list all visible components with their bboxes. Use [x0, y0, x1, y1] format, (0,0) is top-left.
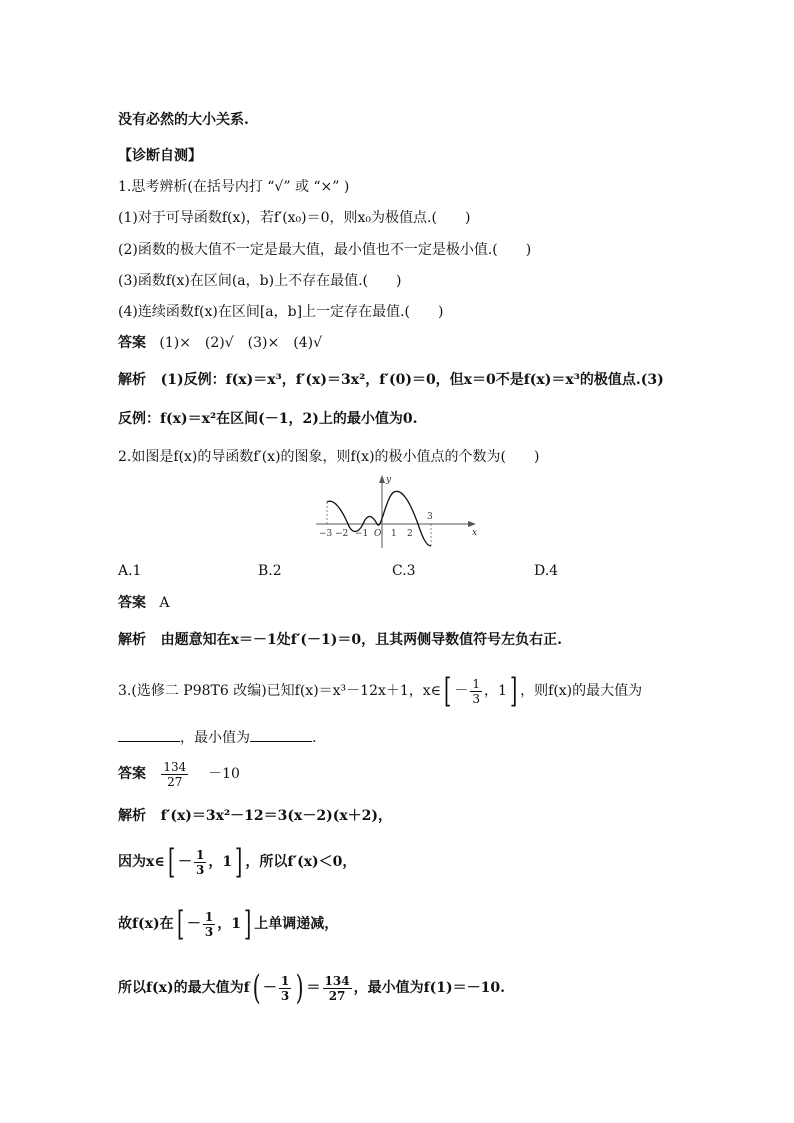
- answer-text: A: [159, 595, 170, 611]
- right-paren: ): [295, 968, 304, 1008]
- tick-label-neg1: −1: [355, 529, 369, 539]
- right-bracket: ]: [509, 671, 518, 711]
- section-title: 【诊断自测】: [118, 148, 202, 164]
- q3-stem: [118, 673, 642, 709]
- analysis-text: (1)反例：f(x)＝x³，f′(x)＝3x²，f′(0)＝0，但x＝0不是f(x)＝x³的极值点.(3): [160, 372, 664, 388]
- minus-sign: －: [186, 916, 201, 932]
- origin-label: O: [374, 529, 382, 539]
- q2-answer: [118, 593, 169, 613]
- q2-options: [118, 561, 678, 581]
- analysis-4-pre: 所以f(x)的最大值为f: [118, 980, 250, 996]
- minus-sign: －: [262, 980, 277, 996]
- analysis-2-post: ，所以f′(x)＜0，: [245, 854, 357, 870]
- option-d[interactable]: D.4: [534, 563, 559, 579]
- q2-analysis: [118, 630, 562, 650]
- left-bracket: [: [444, 671, 452, 711]
- fraction-numerator: 134: [163, 759, 187, 774]
- answer-fraction: [161, 760, 188, 789]
- tick-label-neg2: −2: [335, 529, 349, 539]
- answer-label: 答案: [118, 595, 146, 611]
- answer-blank-max[interactable]: [118, 727, 180, 742]
- answer-second: －10: [208, 766, 240, 782]
- q2-title: 2.如图是f(x)的导函数f′(x)的图象，则f(x)的极小值点的个数为( ): [118, 449, 540, 465]
- fraction-denominator: 3: [195, 862, 205, 877]
- left-bracket: [: [167, 842, 175, 882]
- q1-item-1: (1)对于可导函数f(x)，若f′(x₀)＝0，则x₀为极值点.( ): [118, 210, 471, 226]
- q3-blanks: [118, 727, 316, 748]
- option-b[interactable]: B.2: [258, 563, 282, 579]
- q3-analysis-4: [118, 966, 505, 1010]
- analysis-3-pre: 故f(x)在: [118, 916, 174, 932]
- q3-prefix: 3.(选修二 P98T6 改编)已知f(x)＝x³－12x＋1，x∈: [118, 683, 442, 699]
- fraction-numerator: 1: [204, 909, 214, 924]
- result-fraction: [323, 974, 352, 1003]
- fraction-one-third: [279, 974, 291, 1003]
- q1-item-2: (2)函数的极大值不一定是最大值，最小值也不一定是极小值.( ): [118, 242, 532, 258]
- interval-right: ，1: [208, 854, 233, 870]
- q3-analysis-2: [118, 842, 356, 882]
- q1-analysis-line-2: 反例：f(x)＝x²在区间(－1，2)上的最小值为0.: [118, 411, 418, 427]
- q3-suffix: ，则f(x)的最大值为: [520, 683, 643, 699]
- fraction-denominator: 27: [328, 988, 346, 1003]
- analysis-2-pre: 因为x∈: [118, 854, 165, 870]
- fraction-denominator: 3: [280, 988, 290, 1003]
- left-paren: (: [252, 968, 261, 1008]
- fraction-numerator: 1: [472, 676, 480, 691]
- option-a[interactable]: A.1: [118, 563, 142, 579]
- analysis-text: 由题意知在x＝－1处f′(－1)＝0，且其两侧导数值符号左负右正.: [160, 632, 563, 648]
- left-bracket: [: [176, 904, 184, 944]
- q1-item-3: (3)函数f(x)在区间(a，b)上不存在最值.( ): [118, 273, 402, 289]
- minus-sign: －: [454, 683, 469, 699]
- fraction-one-third: [203, 910, 215, 939]
- q1-title: 1.思考辨析(在括号内打 “√” 或 “×” ): [118, 179, 350, 195]
- minus-sign: －: [177, 854, 192, 870]
- equals-sign: ＝: [306, 980, 321, 996]
- q3-line2-end: .: [312, 730, 317, 746]
- option-c[interactable]: C.3: [392, 563, 416, 579]
- right-bracket: ]: [243, 904, 252, 944]
- fraction-numerator: 1: [195, 847, 205, 862]
- derivative-graph: [314, 472, 484, 550]
- analysis-3-post: 上单调递减，: [254, 916, 339, 932]
- q1-answer: [118, 333, 322, 353]
- fraction-one-third: [470, 677, 482, 706]
- analysis-text: f′(x)＝3x²－12＝3(x－2)(x＋2)，: [160, 808, 393, 824]
- fraction-denominator: 27: [167, 774, 183, 789]
- y-axis-label: y: [386, 475, 392, 485]
- q1-analysis-line-1: [118, 370, 664, 390]
- interval-right: ，1: [483, 683, 507, 699]
- analysis-label: 解析: [118, 632, 146, 648]
- q3-line2-mid: ，最小值为: [180, 730, 250, 746]
- analysis-4-post: ，最小值为f(1)＝－10.: [353, 980, 505, 996]
- fraction-numerator: 1: [280, 973, 290, 988]
- analysis-label: 解析: [118, 372, 146, 388]
- q1-item-4: (4)连续函数f(x)在区间[a，b]上一定存在最值.( ): [118, 304, 444, 320]
- fraction-denominator: 3: [472, 691, 480, 706]
- right-bracket: ]: [235, 842, 243, 882]
- answer-label: 答案: [118, 766, 146, 782]
- answer-text: (1)× (2)√ (3)× (4)√: [159, 335, 322, 351]
- q3-answer: [118, 754, 240, 794]
- fraction-numerator: 134: [324, 973, 350, 988]
- y-axis-arrow: [379, 475, 385, 483]
- q3-analysis-3: [118, 904, 338, 944]
- tick-label-2: 2: [407, 529, 413, 539]
- answer-label: 答案: [118, 335, 146, 351]
- tick-label-1: 1: [391, 529, 397, 539]
- fraction-denominator: 3: [204, 924, 214, 939]
- fraction-one-third: [194, 848, 206, 877]
- q3-analysis-1: [118, 806, 392, 826]
- tick-label-neg3: −3: [319, 529, 333, 539]
- analysis-label: 解析: [118, 808, 146, 824]
- tick-label-3: 3: [427, 512, 433, 522]
- x-axis-arrow: [468, 521, 476, 527]
- intro-text: 没有必然的大小关系.: [118, 112, 249, 128]
- interval-right: ，1: [217, 916, 241, 932]
- x-axis-label: x: [472, 528, 478, 538]
- answer-blank-min[interactable]: [250, 727, 312, 742]
